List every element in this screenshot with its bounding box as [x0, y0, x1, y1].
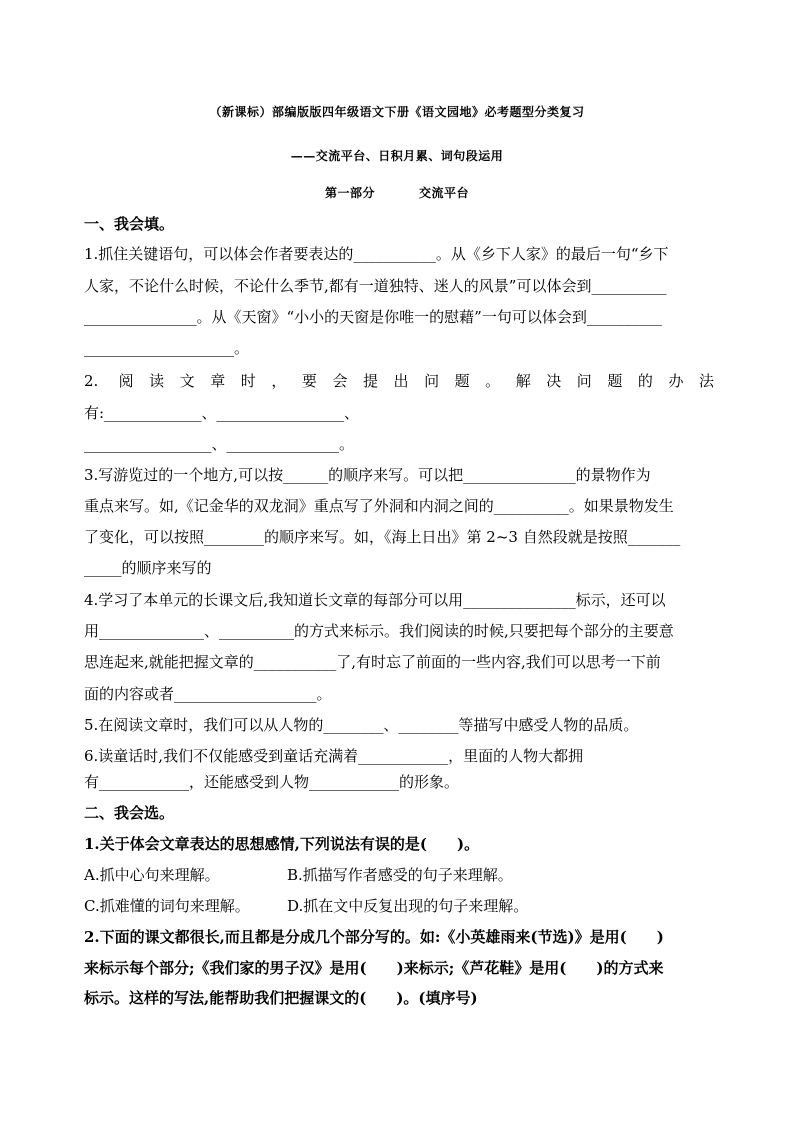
text-line: _________________、_______________。 [84, 435, 355, 453]
option-d: D.抓在文中反复出现的句子来理解。 [287, 897, 529, 915]
option-row [84, 896, 714, 916]
question-1: 1.关于体会文章表达的思想感情,下列说法有误的是( )。 [84, 835, 480, 853]
text-line: 5.在阅读文章时，我们可以从人物的________、________等描写中感受人物的品质。 [84, 716, 639, 734]
text-line: _______________。从《天窗》“小小的天窗是你唯一的慰藉”一句可以体会到__________ [84, 308, 662, 326]
text-line: 思连起来,就能把握文章的___________了,有时忘了前面的一些内容,我们可以思考一下前 [84, 653, 661, 671]
option-c: C.抓难懂的词句来理解。 [84, 897, 250, 915]
text-line: 了变化，可以按照________的顺序来写。如，《海上日出》第 2~3 自然段就是按照_______ [84, 528, 681, 546]
text-line: 面的内容或者___________________。 [84, 685, 332, 703]
question-2-line: 来标示每个部分;《我们家的男子汉》是用( )来标示;《芦花鞋》是用( )的方式来 [84, 959, 664, 977]
document-subtitle: ——交流平台、日积月累、词句段运用 [290, 149, 504, 163]
text-line: 有____________，还能感受到人物____________的形象。 [84, 773, 460, 791]
question-2-line: 标示。这样的写法,能帮助我们把握课文的( )。(填序号) [84, 989, 478, 1007]
text-line: ____________________。 [84, 339, 250, 357]
text-line: 3.写游览过的一个地方,可以按______的顺序来写。可以把_______________的景物作为 [84, 466, 651, 484]
part-title-number: 第一部分 [324, 186, 375, 200]
option-b: B.抓描写作者感受的句子来理解。 [287, 866, 513, 884]
text-line: 4.学习了本单元的长课文后,我知道长文章的每部分可以用_______________标示，还可以 [84, 591, 666, 609]
section2-heading: 二、我会选。 [84, 804, 175, 822]
part-title-name: 交流平台 [419, 186, 470, 200]
option-a: A.抓中心句来理解。 [84, 866, 220, 884]
section1-heading: 一、我会填。 [84, 215, 175, 233]
text-line: _____的顺序来写的 [84, 559, 212, 577]
text-line: 2. 阅读文章时，要会提出问题。解决问题的办法 [84, 372, 714, 390]
text-line: 1.抓住关键语句，可以体会作者要表达的___________。从《乡下人家》的最后一句“乡下 [84, 245, 669, 263]
text-line: 重点来写。如,《记金华的双龙洞》重点写了外洞和内洞之间的__________。如果景物发生 [84, 497, 674, 515]
text-line: 用______________、__________的方式来标示。我们阅读的时候,只要把每个部分的主要意 [84, 622, 674, 640]
text-line: 6.读童话时,我们不仅能感受到童话充满着____________，里面的人物大都拥 [84, 747, 584, 765]
question-2-line: 2.下面的课文都很长,而且都是分成几个部分写的。如:《小英雄雨来(节选)》是用( ) [84, 928, 664, 946]
option-row [84, 865, 714, 885]
document-title: （新课标）部编版版四年级语文下册《语文园地》必考题型分类复习 [209, 105, 585, 119]
text-line: 有:_____________、_________________、 [84, 404, 360, 422]
text-line: 人家，不论什么时候，不论什么季节,都有一道独特、迷人的风景”可以体会到__________ [84, 277, 667, 295]
part-title [0, 184, 794, 201]
